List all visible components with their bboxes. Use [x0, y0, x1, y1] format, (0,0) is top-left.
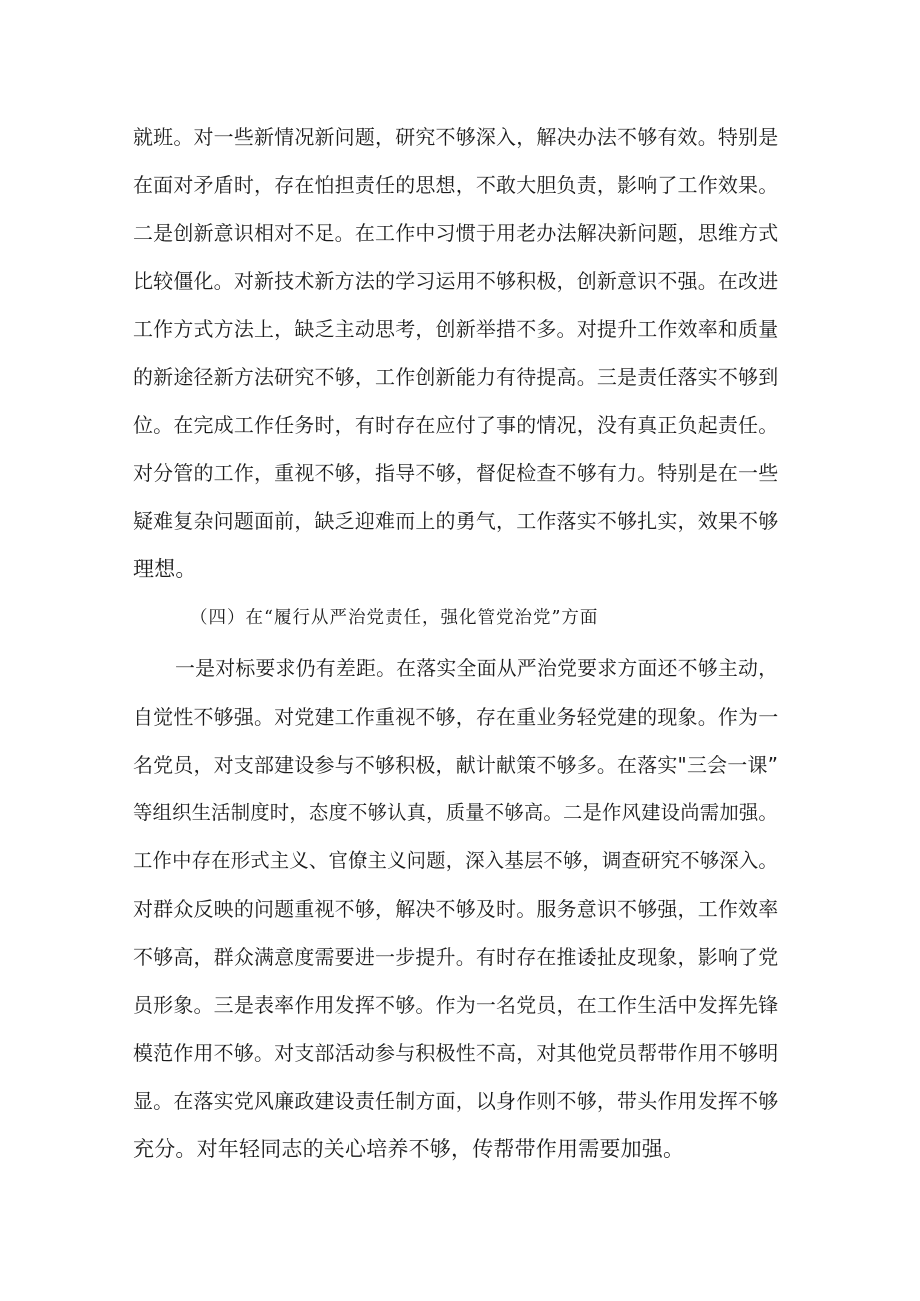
paragraph-line: 就班。对一些新情况新问题，研究不够深入，解决办法不够有效。特别是 — [133, 125, 779, 149]
paragraph-line: 对分管的工作，重视不够，指导不够，督促检查不够有力。特别是在一些 — [133, 461, 779, 485]
paragraph-line: 名党员，对支部建设参与不够积极，献计献策不够多。在落实"三会一课” — [133, 753, 779, 777]
paragraph-line: 比较僵化。对新技术新方法的学习运用不够积极，创新意识不强。在改进 — [133, 269, 779, 293]
paragraph-line: 不够高，群众满意度需要进一步提升。有时存在推诿扯皮现象，影响了党 — [133, 945, 779, 969]
paragraph-line: 位。在完成工作任务时，有时存在应付了事的情况，没有真正负起责任。 — [133, 413, 779, 437]
section-heading: （四）在“履行从严治党责任，强化管党治党”方面 — [190, 608, 599, 628]
paragraph-line: 疑难复杂问题面前，缺乏迎难而上的勇气，工作落实不够扎实，效果不够 — [133, 509, 779, 533]
paragraph-line: 在面对矛盾时，存在怕担责任的思想，不敢大胆负责，影响了工作效果。 — [133, 173, 779, 197]
paragraph-line: 的新途径新方法研究不够，工作创新能力有待提高。三是责任落实不够到 — [133, 365, 779, 389]
paragraph-line: 显。在落实党风廉政建设责任制方面，以身作则不够，带头作用发挥不够 — [133, 1089, 779, 1113]
paragraph-line: 员形象。三是表率作用发挥不够。作为一名党员，在工作生活中发挥先锋 — [133, 993, 779, 1017]
paragraph-line: 自觉性不够强。对党建工作重视不够，存在重业务轻党建的现象。作为一 — [133, 705, 779, 729]
paragraph-line: 对群众反映的问题重视不够，解决不够及时。服务意识不够强，工作效率 — [133, 897, 779, 921]
paragraph-line: 充分。对年轻同志的关心培养不够，传帮带作用需要加强。 — [133, 1137, 685, 1161]
paragraph-line: 等组织生活制度时，态度不够认真，质量不够高。二是作风建设尚需加强。 — [133, 801, 778, 824]
paragraph-line: 模范作用不够。对支部活动参与积极性不高，对其他党员帮带作用不够明 — [133, 1041, 779, 1065]
paragraph-line: 一是对标要求仍有差距。在落实全面从严治党要求方面还不够主动， — [175, 657, 779, 680]
paragraph-line: 工作方式方法上，缺乏主动思考，创新举措不多。对提升工作效率和质量 — [133, 317, 779, 341]
paragraph-line: 理想。 — [133, 557, 197, 581]
paragraph-line: 二是创新意识相对不足。在工作中习惯于用老办法解决新问题，思维方式 — [133, 221, 779, 245]
paragraph-line: 工作中存在形式主义、官僚主义问题，深入基层不够，调查研究不够深入。 — [133, 849, 778, 872]
